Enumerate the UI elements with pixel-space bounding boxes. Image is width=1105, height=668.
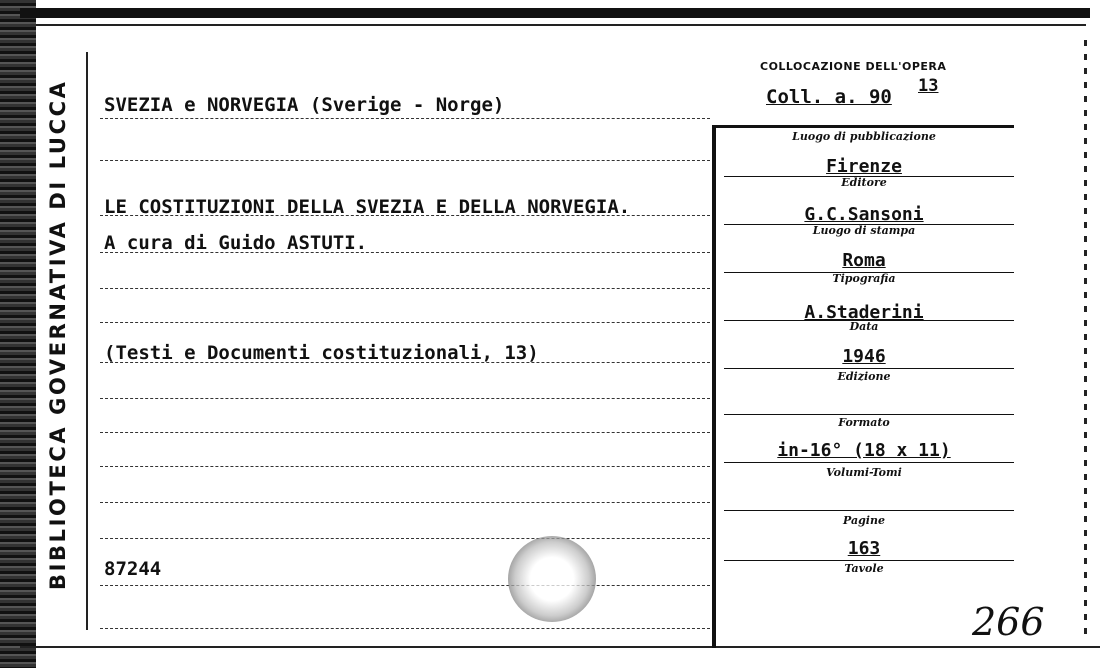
field-rule	[724, 368, 1014, 369]
label-volumi-tomi: Volumi-Tomi	[826, 466, 902, 479]
ruled-line	[100, 160, 710, 161]
label-luogo-stampa: Luogo di stampa	[812, 224, 916, 237]
value-editore: G.C.Sansoni	[804, 204, 924, 225]
label-tavole: Tavole	[844, 562, 884, 575]
label-pagine: Pagine	[843, 514, 885, 527]
label-formato: Formato	[838, 416, 890, 429]
title-line-2: A cura di Guido ASTUTI.	[104, 232, 368, 254]
value-data: 1946	[842, 346, 886, 367]
left-margin-rule	[86, 52, 88, 630]
label-luogo-pubblicazione: Luogo di pubblicazione	[792, 130, 936, 143]
field-rule	[724, 462, 1014, 463]
top-rule	[20, 8, 1090, 18]
ruled-line	[100, 432, 710, 433]
ruled-line	[100, 502, 710, 503]
card-edge-strip	[0, 0, 36, 668]
label-editore: Editore	[841, 176, 887, 189]
ruled-line	[100, 466, 710, 467]
library-name: BIBLIOTECA GOVERNATIVA DI LUCCA	[46, 79, 70, 591]
value-luogo-pubblicazione: Firenze	[826, 156, 902, 177]
ruled-line	[100, 118, 710, 119]
field-rule	[724, 560, 1014, 561]
column-top-bar	[712, 125, 1014, 128]
label-data: Data	[849, 320, 879, 333]
handwritten-note: 266	[972, 600, 1045, 644]
bottom-rule	[20, 646, 1100, 648]
value-tipografia: A.Staderini	[804, 302, 924, 323]
label-edizione: Edizione	[837, 370, 891, 383]
ruled-line	[100, 538, 710, 539]
ruled-line	[100, 628, 710, 629]
ruled-line	[100, 288, 710, 289]
right-edge-marks	[1084, 40, 1087, 640]
value-pagine: 163	[847, 538, 881, 559]
ink-stamp-mark	[508, 536, 596, 622]
inventory-number: 87244	[104, 558, 162, 580]
ruled-line	[100, 398, 710, 399]
ruled-line	[100, 322, 710, 323]
series-statement: (Testi e Documenti costituzionali, 13)	[104, 342, 539, 364]
field-rule	[724, 414, 1014, 415]
label-tipografia: Tipografia	[832, 272, 896, 285]
field-rule	[724, 510, 1014, 511]
collocazione-header: COLLOCAZIONE DELL'OPERA	[760, 60, 947, 73]
collocazione-number: 13	[918, 76, 939, 96]
collocazione-value: Coll. a. 90	[766, 86, 892, 108]
title-line-1: LE COSTITUZIONI DELLA SVEZIA E DELLA NORVEGIA.	[104, 196, 631, 218]
subject-heading: SVEZIA e NORVEGIA (Sverige - Norge)	[104, 94, 505, 116]
value-formato: in-16° (18 x 11)	[777, 440, 951, 461]
top-rule-thin	[36, 24, 1086, 26]
value-luogo-stampa: Roma	[842, 250, 886, 271]
ruled-line	[100, 585, 710, 586]
